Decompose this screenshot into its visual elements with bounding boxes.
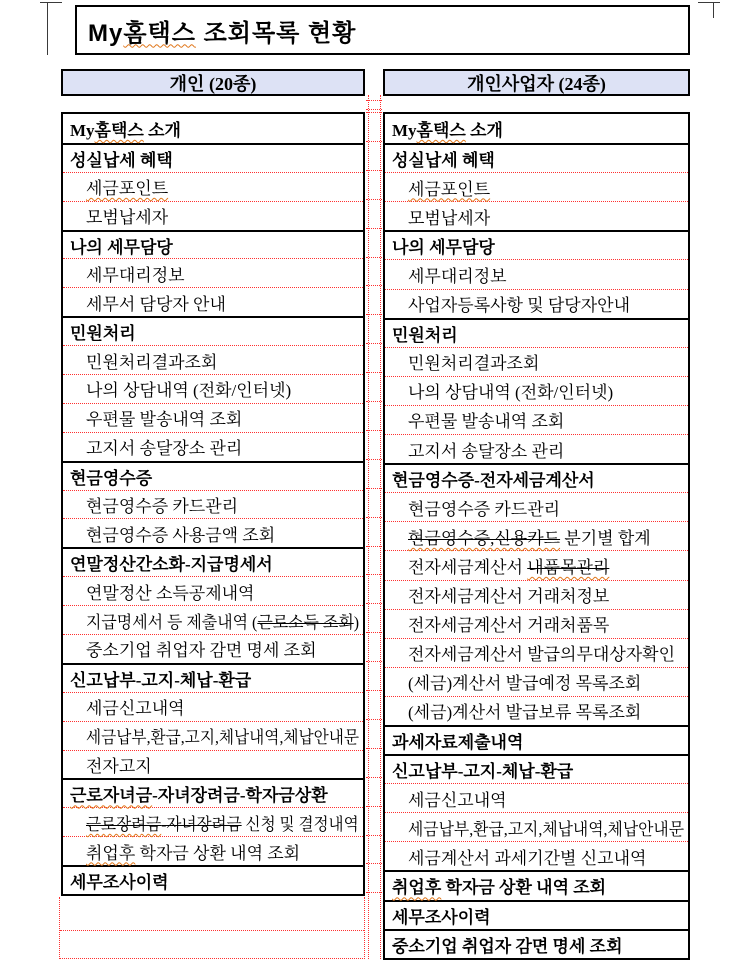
item-row (63, 374, 363, 403)
section-row (385, 143, 688, 172)
item-row (63, 721, 363, 750)
empty-row (60, 897, 364, 931)
item-row (385, 172, 688, 201)
row-label: 신고납부-고지-체납-환급 (392, 762, 574, 782)
misspelled-text: 취업후 (392, 878, 442, 898)
table-gridline-tick (366, 285, 382, 286)
table-gridline-tick (366, 488, 382, 489)
item-row (385, 201, 688, 230)
section-row (385, 725, 688, 754)
row-label: 취업후 학자금 상환 내역 조회 (86, 843, 301, 863)
table-gridline-vertical (380, 95, 381, 959)
row-label: 현금영수증 카드관리 (86, 497, 239, 517)
table-gridline-tick (366, 228, 382, 229)
row-label: 민원처리결과조회 (86, 352, 218, 372)
row-label: 우편물 발송내역 조회 (408, 412, 565, 432)
row-label: 중소기업 취업자 감면 명세 조회 (392, 936, 623, 956)
item-row (385, 347, 688, 376)
table-gridline-tick (366, 372, 382, 373)
item-row (385, 696, 688, 725)
row-label: 나의 세무담당 (70, 237, 173, 257)
row-label: 세금계산서 과세기간별 신고내역 (408, 848, 647, 868)
row-label: 근로자녀금-자녀장려금-학자금상환 (70, 786, 328, 806)
row-label: 전자세금계산서 내품목관리 (408, 557, 610, 577)
section-row (63, 778, 363, 807)
item-row (385, 580, 688, 609)
misspelled-text: 홈택스 (94, 120, 144, 140)
row-label: 연말정산 소득공제내역 (86, 583, 255, 603)
item-row (63, 692, 363, 721)
strikethrough-text: 내품목관리 (527, 557, 610, 577)
table-gridline-tick (366, 257, 382, 258)
row-label: 근로장려금-자녀장려금 신청 및 결정내역 (86, 814, 359, 834)
misspelled-text: 홈택스 (416, 121, 466, 141)
table-gridline-tick (366, 401, 382, 402)
row-label: 세무서 담당자 안내 (86, 294, 226, 314)
section-row (385, 929, 688, 958)
strikethrough-text: 현금영수증,신용카드 (408, 528, 561, 548)
row-label: 세금신고내역 (408, 790, 507, 810)
row-label: 세무대리정보 (408, 267, 507, 287)
table-gridline-tick (366, 806, 382, 807)
row-label: (세금)계산서 발급보류 목록조회 (408, 703, 642, 723)
row-label: 전자세금계산서 발급의무대상자확인 (408, 645, 676, 665)
table-gridline-tick (366, 170, 382, 171)
section-row (385, 754, 688, 783)
row-label: 고지서 송달장소 관리 (86, 439, 243, 459)
section-row (385, 870, 688, 899)
row-label: 지급명세서 등 제출내역 (근로소득 조회) (86, 612, 360, 632)
section-row (63, 114, 363, 143)
row-label: 신고납부-고지-체납-환급 (70, 670, 252, 690)
table-gridline-tick (366, 199, 382, 200)
item-row (385, 259, 688, 288)
title-box (75, 5, 690, 55)
table-gridline-tick (366, 748, 382, 749)
table-gridline-vertical (368, 95, 369, 959)
item-row (385, 638, 688, 667)
table-gridline-tick (366, 546, 382, 547)
item-row (385, 609, 688, 638)
menu-column-personal (61, 112, 365, 896)
section-row (385, 463, 688, 492)
item-row (385, 521, 688, 550)
item-row (385, 492, 688, 521)
row-label: 사업자등록사항 및 담당자안내 (408, 296, 630, 316)
row-label: 민원처리결과조회 (408, 354, 540, 374)
row-label (86, 174, 168, 199)
item-row (63, 807, 363, 836)
item-row (385, 550, 688, 579)
section-row (385, 230, 688, 259)
row-label: My홈택스 소개 (392, 121, 503, 141)
table-gridline-tick (366, 603, 382, 604)
title-text-misspelled: 홈택스 (123, 19, 196, 47)
table-gridline-tick (366, 661, 382, 662)
row-label: 현금영수증 (70, 468, 153, 488)
section-row (63, 547, 363, 576)
item-row (385, 667, 688, 696)
corner-mark-top-left-v (47, 2, 48, 55)
row-label: 현금영수증,신용카드 분기별 합계 (408, 528, 651, 548)
page-title (88, 13, 356, 48)
misspelled-text: 취업후 (86, 843, 136, 863)
row-label: 성실납세 혜택 (70, 150, 173, 170)
strikethrough-text: 근로소득 조회 (257, 612, 354, 632)
section-row (385, 114, 688, 143)
row-label (408, 175, 490, 200)
misspelled-text: 세금포인트 (408, 179, 491, 199)
corner-mark-top-right-h (698, 2, 720, 3)
corner-mark-top-right-v (713, 2, 714, 18)
column-header-business (383, 69, 690, 96)
row-label: 전자세금계산서 거래처품목 (408, 616, 610, 636)
item-row (63, 605, 363, 634)
row-label: 모범납세자 (408, 208, 491, 228)
row-label: (세금)계산서 발급예정 목록조회 (408, 674, 642, 694)
item-row (63, 345, 363, 374)
column-header-label: 개인사업자 (24종) (467, 73, 606, 94)
row-label: My홈택스 소개 (70, 120, 181, 140)
item-row (63, 172, 363, 201)
item-row (63, 634, 363, 663)
row-label: 전자고지 (86, 757, 152, 777)
row-label: 중소기업 취업자 감면 명세 조회 (86, 641, 317, 661)
row-label: 성실납세 혜택 (392, 151, 495, 171)
table-gridline-tick (366, 777, 382, 778)
row-label: 세금납부,환급,고지,체납내역,체납안내문 (408, 819, 685, 839)
table-gridline-tick (366, 343, 382, 344)
table-gridline-tick (366, 430, 382, 431)
section-row (63, 663, 363, 692)
row-label: 세무조사이력 (70, 873, 169, 893)
row-label: 세금신고내역 (86, 699, 185, 719)
row-label: 취업후 학자금 상환 내역 조회 (392, 878, 607, 898)
item-row (385, 812, 688, 841)
column-header-personal (61, 69, 365, 96)
item-row (63, 287, 363, 316)
table-gridline-tick (366, 459, 382, 460)
section-row (385, 900, 688, 929)
table-gridline-tick (366, 141, 382, 142)
row-label: 세무대리정보 (86, 265, 185, 285)
item-row (385, 841, 688, 870)
row-label: 나의 상담내역 (전화/인터넷) (408, 383, 614, 403)
row-label: 나의 세무담당 (392, 238, 495, 258)
table-gridline-tick (366, 314, 382, 315)
row-label: 연말정산간소화-지급명세서 (70, 555, 273, 575)
row-label: 현금영수증 사용금액 조회 (86, 525, 276, 545)
row-label: 과세자료제출내역 (392, 733, 524, 753)
section-row (385, 318, 688, 347)
title-text: 조회목록 현황 (195, 19, 357, 47)
item-row (385, 434, 688, 463)
corner-mark-top-left-h (40, 2, 62, 3)
table-gridline-tick (366, 632, 382, 633)
row-label: 세금납부,환급,고지,체납내역,체납안내문 (86, 728, 360, 748)
section-row (63, 230, 363, 259)
empty-rows (59, 897, 365, 959)
item-row (385, 783, 688, 812)
row-label: 나의 상담내역 (전화/인터넷) (86, 381, 292, 401)
item-row (63, 518, 363, 547)
row-label: 민원처리 (392, 325, 458, 345)
row-label: 현금영수증-전자세금계산서 (392, 471, 595, 491)
table-gridline-tick (366, 100, 382, 101)
item-row (63, 258, 363, 287)
section-row (63, 316, 363, 345)
table-gridline-tick (366, 574, 382, 575)
section-row (63, 865, 363, 894)
table-gridline-tick (366, 835, 382, 836)
item-row (385, 405, 688, 434)
row-label: 세무조사이력 (392, 907, 491, 927)
row-label: 민원처리 (70, 324, 136, 344)
menu-column-business (383, 112, 690, 960)
item-row (63, 201, 363, 230)
item-row (385, 376, 688, 405)
row-label: 현금영수증 카드관리 (408, 499, 561, 519)
item-row (63, 432, 363, 461)
table-gridline-tick (366, 892, 382, 893)
item-row (63, 403, 363, 432)
title-text: My (88, 19, 124, 47)
table-gridline-tick (366, 112, 382, 113)
row-label: 모범납세자 (86, 208, 169, 228)
misspelled-text: 세금포인트 (86, 179, 169, 199)
item-row (385, 289, 688, 318)
misspelled-text: 근로자녀금 (70, 786, 153, 806)
section-row (63, 143, 363, 172)
item-row (63, 576, 363, 605)
table-gridline-tick (366, 863, 382, 864)
item-row (63, 836, 363, 865)
table-gridline-tick (366, 109, 382, 110)
section-row (63, 461, 363, 490)
row-label: 우편물 발송내역 조회 (86, 410, 243, 430)
strikethrough-text: 근로장려금-자녀장려금 (86, 814, 242, 834)
table-gridline-tick (366, 719, 382, 720)
table-gridline-tick (366, 517, 382, 518)
table-gridline-tick (366, 690, 382, 691)
item-row (63, 490, 363, 519)
item-row (63, 750, 363, 779)
row-label: 고지서 송달장소 관리 (408, 441, 565, 461)
column-header-label: 개인 (20종) (169, 73, 257, 94)
row-label: 전자세금계산서 거래처정보 (408, 587, 610, 607)
